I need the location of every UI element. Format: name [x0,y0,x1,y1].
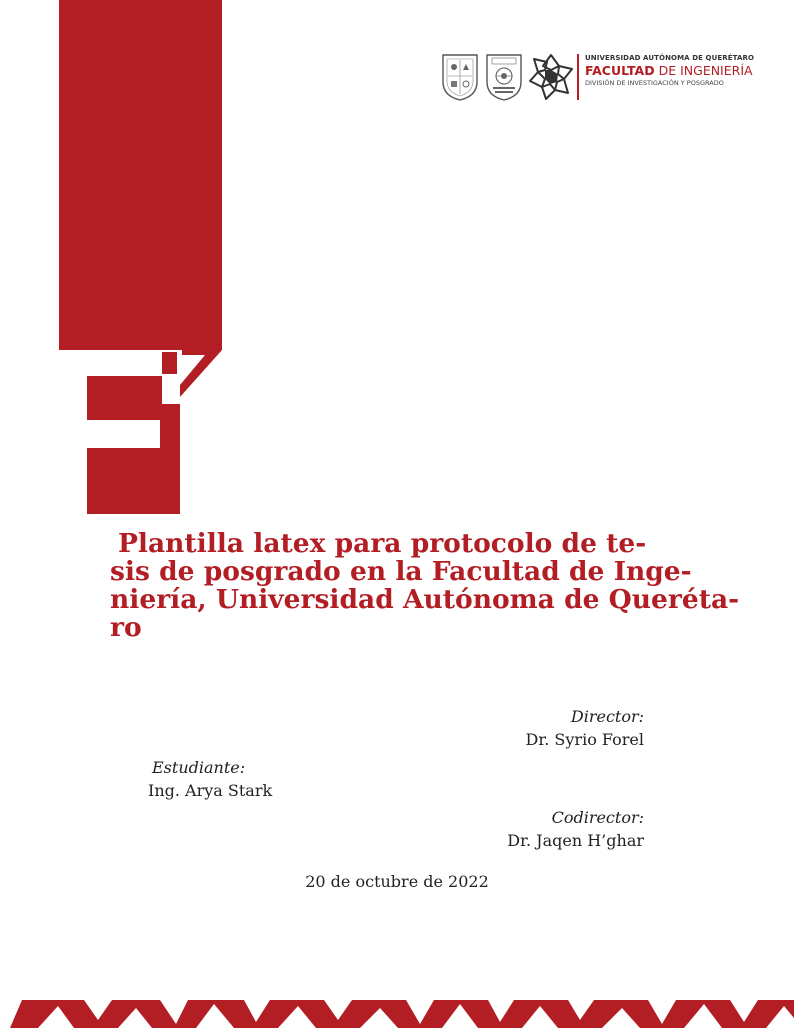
title-line: sis de posgrado en la Facultad de Inge- [110,556,692,587]
codirector-block [507,808,644,852]
title-line: Plantilla latex para protocolo de te- [118,528,647,559]
bottom-pattern-band [0,1000,794,1028]
title-line: niería, Universidad Autónoma de Querétа- [110,584,740,615]
codirector-role: Codirector: [551,808,644,827]
facultad-ingenieria-seal-icon [484,52,524,102]
director-block [526,707,644,751]
uaq-seal-icon [440,52,480,102]
codirector-name: Dr. Jaqen H’ghar [507,831,644,850]
director-role: Director: [570,707,644,726]
student-role: Estudiante: [152,758,246,777]
faculty-name-rest: DE INGENIERÍA [658,63,753,78]
director-name: Dr. Syrio Forel [525,730,644,749]
logo-divider [577,54,579,100]
document-date: 20 de octubre de 2022 [305,872,489,891]
university-name: UNIVERSIDAD AUTÓNOMA DE QUERÉTARO [585,54,755,62]
thesis-title [110,530,760,642]
student-name: Ing. Arya Stark [148,781,273,800]
division-name: DIVISIÓN DE INVESTIGACIÓN Y POSGRADO [585,79,724,87]
student-block [148,758,272,802]
faceted-star-logo-icon [526,52,576,102]
faculty-f-decoration [0,0,230,520]
faculty-name [585,64,755,78]
faculty-name-bold: FACULTAD [585,63,655,78]
institution-logos [440,50,760,106]
faculty-wordmark [585,54,755,87]
title-line: ro [110,612,142,643]
